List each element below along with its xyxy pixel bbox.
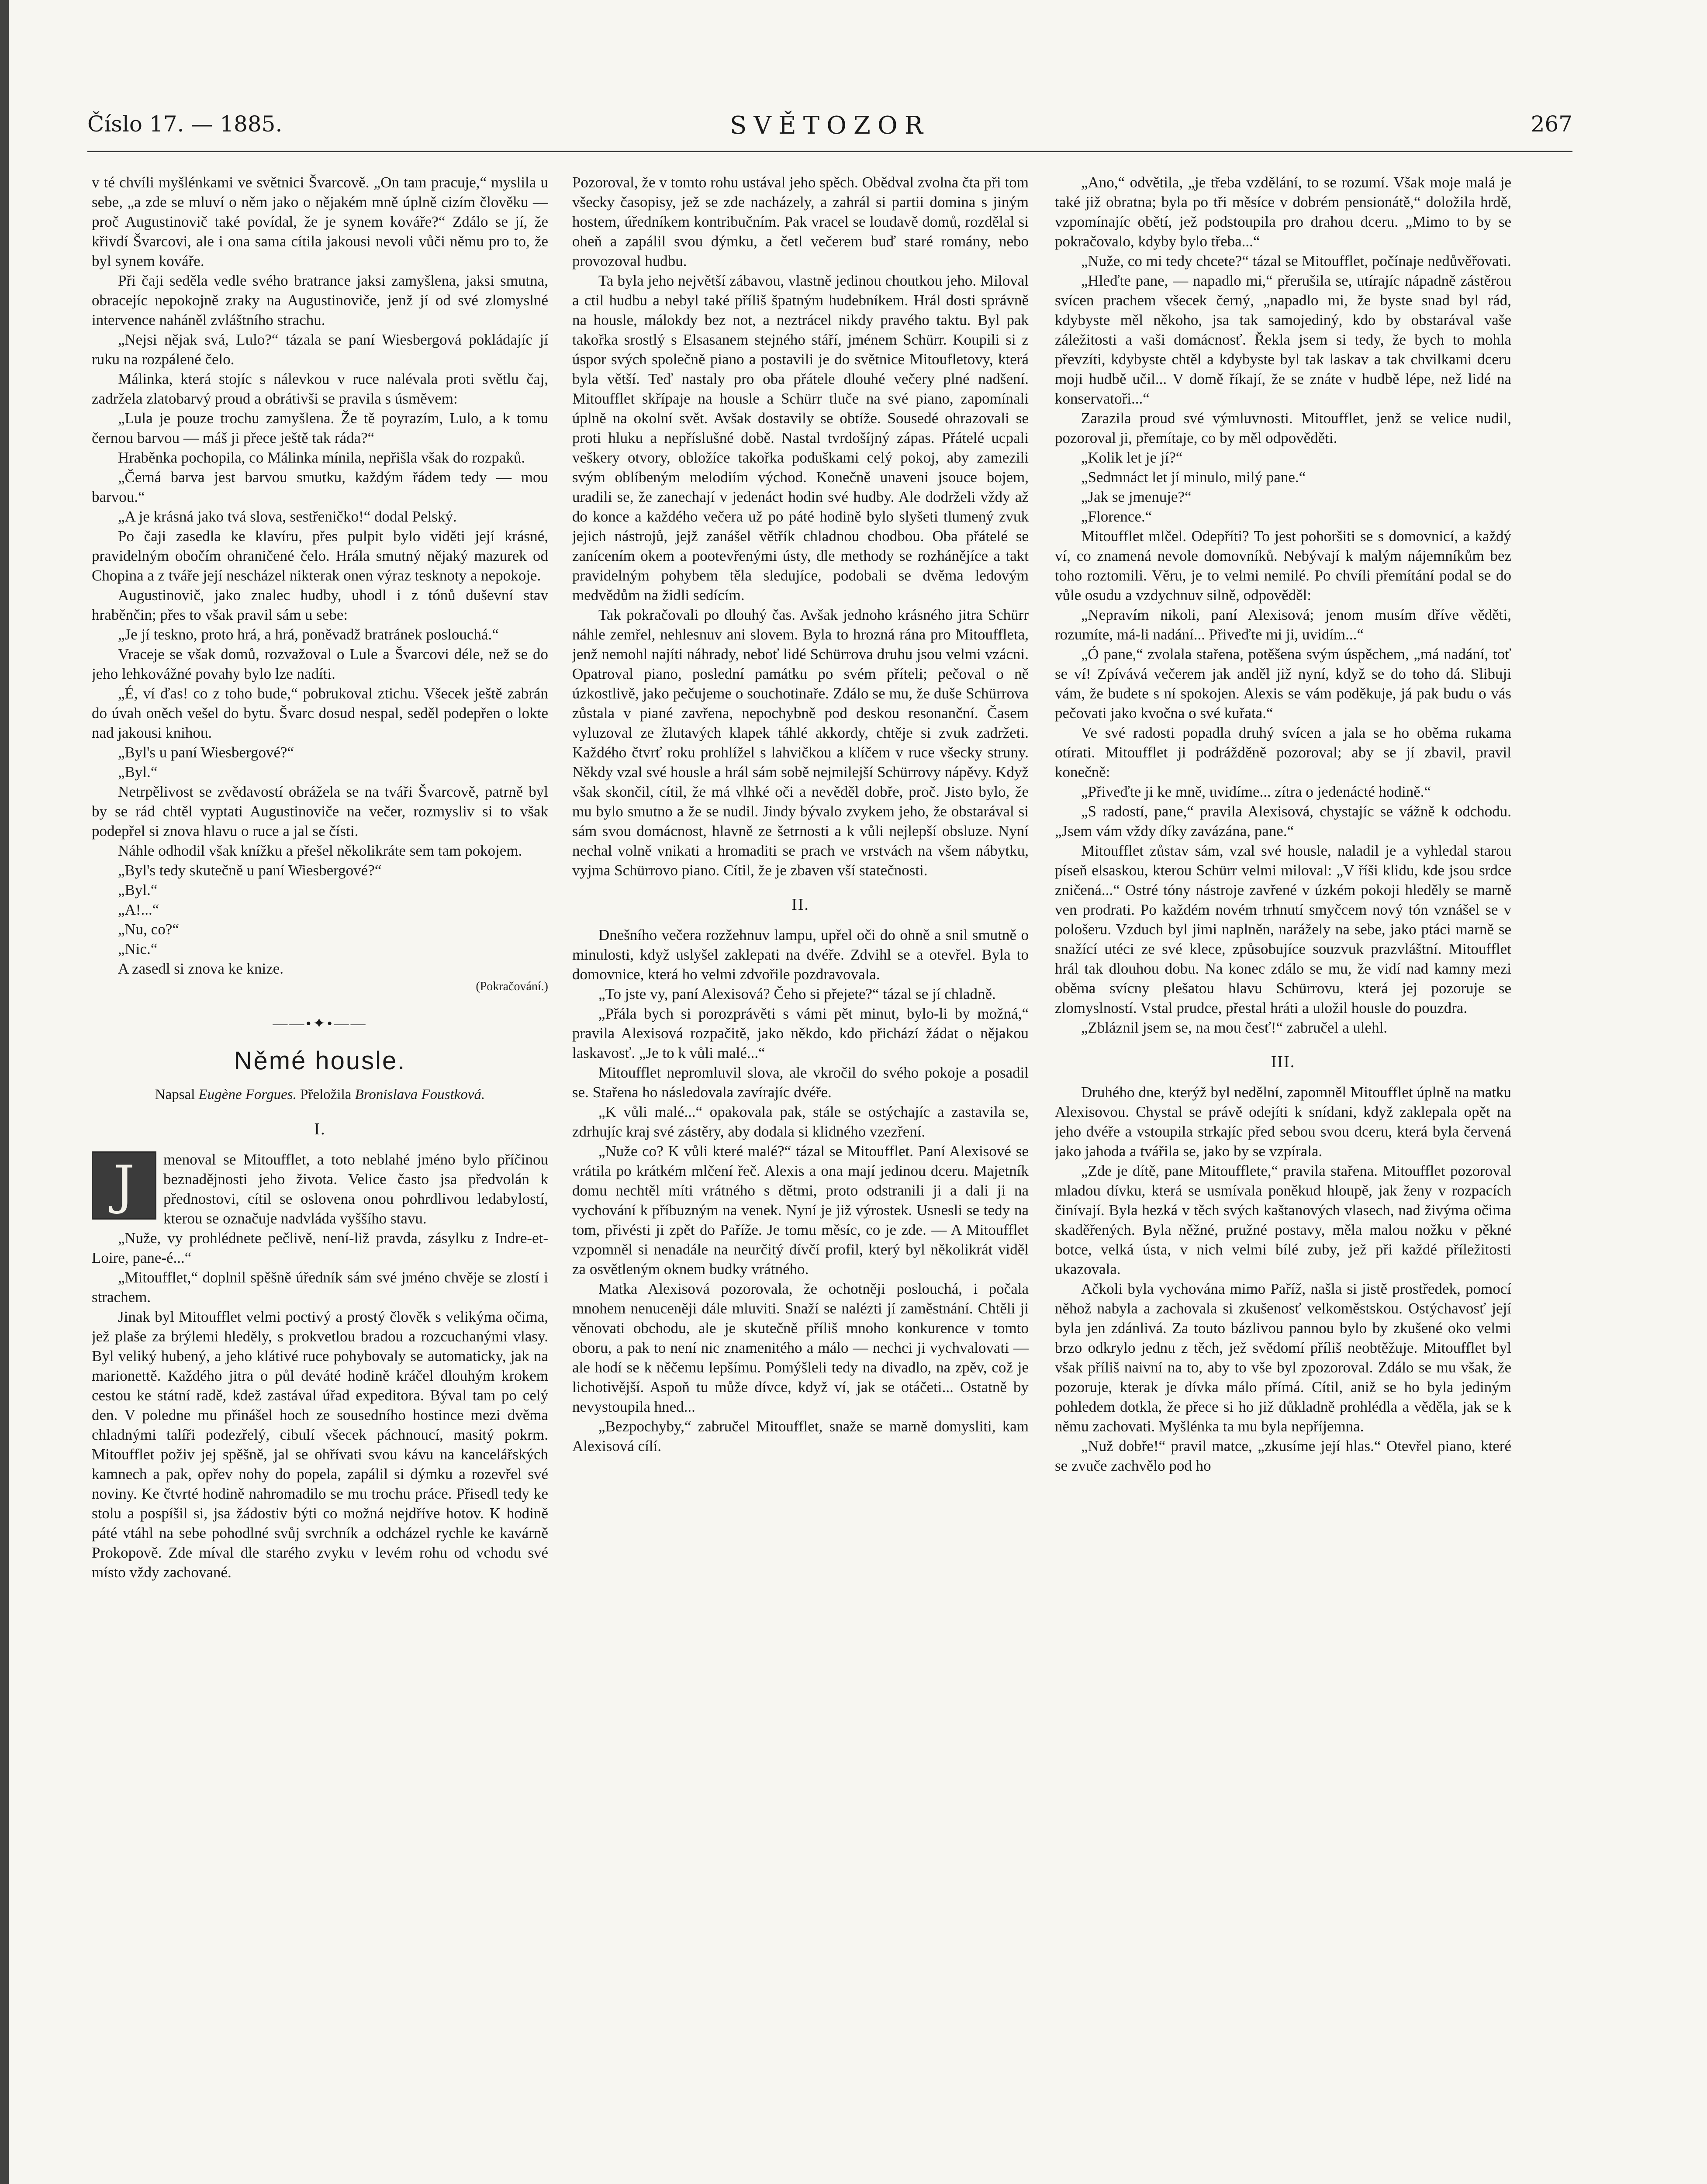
column-1 [92, 173, 548, 2184]
paragraph: „To jste vy, paní Alexisová? Čeho si přejete?“ tázal se jí chladně. [598, 985, 996, 1002]
byline [92, 1085, 548, 1105]
paragraph: „Nu, co?“ [118, 921, 179, 938]
paragraph: „Lula je pouze trochu zamyšlena. Že tě poyrazím, Lulo, a k tomu černou barvou — máš ji přece ještě tak ráda?“ [92, 410, 548, 446]
byline-prefix: Napsal [155, 1087, 195, 1102]
paragraph: „Nepravím nikoli, paní Alexisová; jenom musím dříve věděti, rozumíte, má-li nadání... Přiveďte mi ji, uvidím...“ [1055, 606, 1511, 643]
paragraph: „Byl's tedy skutečně u paní Wiesbergové?“ [118, 862, 382, 879]
publication-title: SVĚTOZOR [730, 111, 930, 140]
paragraph: „Nic.“ [118, 940, 158, 957]
paragraph: „A je krásná jako tvá slova, sestřeničko!“ dodal Pelský. [118, 508, 457, 525]
paragraph: „Hleďte pane, — napadlo mi,“ přerušila se, utírajíc nápadně zástěrou svícen prachem všecek černý, „napadlo mi, že byste snad byl rád, kdybyste měl někoho, jsa tak samojediný, kdo by obstarával vaše záležitosti a vaši domácnosť. Řekla jsem si tedy, že bych to mohla převzíti, kdybyste chtěl a kdybyste byl tak laskav a tak chvilkami dceru moji hudbě učil... V domě říkají, že se znáte v hudbě lépe, než lidé na konservatoři...“ [1055, 272, 1511, 407]
page-number: 267 [1531, 111, 1572, 137]
paragraph: Ve své radosti popadla druhý svícen a jala se ho oběma rukama otírati. Mitoufflet ji podrážděně pozoroval; aby se jí zbavil, pravil konečně: [1055, 724, 1511, 781]
byline-translator: Bronislava Foustková. [355, 1087, 485, 1102]
paragraph: Pozoroval, že v tomto rohu ustával jeho spěch. Obědval zvolna čta při tom všecky časopisy, jež se zde nacházely, a zahrál si partii domina s jiným hostem, úředníkem kontribučním. Pak vracel se loudavě domů, rozdělal si oheň a zapálil svou dýmku, a četl večerem buď staré romány, nebo provozoval hudbu. [572, 174, 1029, 270]
paragraph: Dnešního večera rozžehnuv lampu, upřel oči do ohně a snil smutně o minulosti, když uslyšel zaklepati na dvéře. Zdvihl se a otevřel. Byla to domovnice, která ho velmi zdvořile pozdravovala. [572, 926, 1029, 983]
paragraph: „Přiveďte ji ke mně, uvidíme... zítra o jedenácté hodině.“ [1081, 783, 1431, 800]
paragraph: Druhého dne, kterýž byl nedělní, zapomněl Mitoufflet úplně na matku Alexisovou. Chystal se právě odejíti k snídani, když zaklepala opět na jeho dvéře a vstoupila strkajíc před sebou svou dceru, která byla červená jako jahoda a tvářila se, jako by se vzpírala. [1055, 1084, 1511, 1160]
paragraph: „Ano,“ odvětila, „je třeba vzdělání, to se rozumí. Však moje malá je také již obratna; byla po tři měsíce v dobrém pensionátě,“ doložila hrdě, vzpomínajíc obětí, jež podstoupila pro drahou dceru. „Mimo to by se pokračovalo, kdyby bylo třeba...“ [1055, 174, 1511, 250]
paragraph: Málinka, která stojíc s nálevkou v ruce nalévala proti světlu čaj, zadržela zlatobarvý proud a obrátivši se pravila s úsměvem: [92, 370, 548, 407]
paragraph: „Zde je dítě, pane Mitoufflete,“ pravila stařena. Mitoufflet pozoroval mladou dívku, která se usmívala poněkud hloupě, jak ženy v rozpacích činívají. Byla hezká v těch svých kaštanových vlasech, nad živýma očima skaděřených. Byla něžné, pružné postavy, měla malou nožku v pěkné botce, velká ústa, v nich velmi bílé zuby, jež při každé příležitosti ukazovala. [1055, 1162, 1511, 1278]
paragraph: Zarazila proud své výmluvnosti. Mitoufflet, jenž se velice nudil, pozoroval ji, přemítaje, co by měl odpověděti. [1055, 410, 1511, 446]
paragraph: „Přála bych si porozprávěti s vámi pět minut, bylo-li by možná,“ pravila Alexisová rozpačitě, jako někdo, kdo přichází žádat o nějakou laskavosť. „Je to k vůli malé...“ [572, 1005, 1029, 1061]
paragraph: Jinak byl Mitoufflet velmi poctivý a prostý člověk s velikýma očima, jež plaše za brýlemi hleděly, s prokvetlou bradou a rozcuchanými vlasy. Byl veliký hubený, a jeho klátivé ruce pohybovaly se automaticky, jak na marionettě. Každého jitra o půl deváté hodině kráčel dlouhým krokem cestou ke státní radě, kdež zastával úřad expeditora. Býval tam po celý den. V poledne mu přinášel hoch ze sousedního hostince mezi dvěma chladnými talíři podezřelý, cibulí všecek páchnoucí, masitý pokrm. Mitoufflet poživ jej spěšně, jal se ohřívati svou kávu na kancelářských kamnech a pak, opřev nohy do popela, zapálil si dýmku a rozevřel své noviny. Ke čtvrté hodině nahromadilo se mu trochu práce. Přisedl tedy ke stolu a pospíšil si, jsa žádostiv býti co možná nejdříve hotov. K hodině páté vtáhl na sebe pohodlné svůj svrchník a odcházel rychle ke kavárně Prokopově. Zde míval dle starého zvyku v levém rohu od vchodu své místo vždy zachované. [92, 1308, 548, 1581]
issue-number: Číslo 17. — 1885. [87, 111, 283, 137]
paragraph: „Zbláznil jsem se, na mou česť!“ zabručel a ulehl. [1081, 1019, 1388, 1036]
column-3 [1055, 173, 1511, 2184]
paragraph: Mitoufflet zůstav sám, vzal své housle, naladil je a vyhledal starou píseň elsaskou, kterou Schürr velmi miloval: „V říši klidu, kde jsou srdce zničená...“ Ostré tóny nástroje zavřené v úzkém pokoji hleděly se marně ven prodrati. Po každém novém trhnutí smyčcem nový tón vznášel se v pološeru. Vzduch byl jimi naplněn, narážely na sebe, jako ptáci marně se snažící utéci ze své klece, způsobujíce souzvuk prazvláštní. Mitoufflet hrál tak dlouhou dobu. Na konec zdálo se mu, že vidí nad kamny mezi oběma svícny plešatou hlavu Schürrovu, která jej pozoruje se zlomyslností. Vstal prudce, přestal hráti a uložil housle do pouzdra. [1055, 842, 1511, 1016]
paragraph: „Bezpochyby,“ zabručel Mitoufflet, snaže se marně domysliti, kam Alexisová cílí. [572, 1418, 1029, 1455]
paragraph-text: menoval se Mitoufflet, a toto neblahé jméno bylo příčinou beznadějnosti jeho života. Velice často jsa předvolán k přednostovi, cítil se oslovena onou pohrdlivou ledabylostí, kterou se označuje nadvláda vyššího stavu. [163, 1151, 548, 1227]
paragraph: Ta byla jeho největší zábavou, vlastně jedinou choutkou jeho. Miloval a ctil hudbu a nebyl také příliš špatným hudebníkem. Hrál dosti správně na housle, málokdy bez not, a neztrácel nikdy pravého taktu. Byl pak takořka srostlý s Elsasanem stejného stáří, jménem Schürr. Koupili si z úspor svých společně piano a postavili je do světnice Mitoufletovy, která byla větší. Teď nastaly pro oba přátele dlouhé večery plné nadšení. Mitoufflet skřípaje na housle a Schürr tluče na své piano, zapomínali úplně na okolní svět. Avšak dostavily se obtíže. Sousedé ohrazovali se proti hluku a nepříslušné době. Nastal tvrdošíjný zápas. Přátelé ucpali veškery otvory, obložíce takořka poduškami celý pokoj, aby zamezili svým oblíbeným melodiím východ. Konečně unaveni jsouce bojem, uradili se, že zanechají v jedenáct hodin své hudby. Ale dodrželi vždy až do konce a každého večera už po páté hodině bylo slyšeti tlumený zvuk jejich nástrojů, jejž zanášel větřík chladnou chodbou. Oba přátelé se zanícením okem a pootevřenými ústy, dle methody se rozhánějíce a takt pravidelným pohybem těla sledujíce, podobali se dvěma ledovým medvědům na židli sedícím. [572, 272, 1029, 604]
paragraph: „Byl's u paní Wiesbergové?“ [118, 744, 294, 761]
byline-author: Eugène Forgues. [198, 1087, 297, 1102]
paragraph: Mitoufflet nepromluvil slova, ale vkročil do svého pokoje a posadil se. Stařena ho následovala zavírajíc dvéře. [572, 1064, 1029, 1101]
paragraph: „K vůli malé...“ opakovala pak, stále se ostýchajíc a zastavila se, zdrhujíc kraj své zástěry, aby dodala si klidného vzezření. [572, 1103, 1029, 1140]
section-ornament: ——•✦•—— [273, 1016, 367, 1032]
paragraph: „Byl.“ [118, 764, 158, 781]
header-rule [87, 151, 1572, 152]
paragraph: „Nuže, co mi tedy chcete?“ tázal se Mitoufflet, počínaje nedůvěřovati. [1081, 252, 1511, 270]
paragraph: Mitoufflet mlčel. Odepříti? To jest pohoršiti se s domovnicí, a každý ví, co znamená nevole domovníků. Nebývají k malým nájemníkům bez toho roztomili. Věru, je to velmi nemilé. Po chvíli přemítání podal se do vůle osudu a vzdychnuv silně, odpověděl: [1055, 528, 1511, 604]
continuation-note: (Pokračování.) [476, 980, 548, 993]
page-header [87, 111, 1572, 146]
paragraph: Vraceje se však domů, rozvažoval o Lule a Švarcovi déle, než se do jeho lehkovážné povahy bylo lze nadíti. [92, 646, 548, 682]
paragraph: „Sedmnáct let jí minulo, milý pane.“ [1081, 469, 1306, 486]
paragraph: „Florence.“ [1081, 508, 1152, 525]
paragraph: v té chvíli myšlénkami ve světnici Švarcově. „On tam pracuje,“ myslila u sebe, „a zde se mluví o něm jako o nějakém mně úplně cizím člověku — proč Augustinovič také povídal, že je synem kováře?“ Zdálo se jí, že křivdí Švarcovi, ale i ona sama cítila jakousi nevoli vůči němu pro to, že byl synem kováře. [92, 174, 548, 270]
byline-mid: Přeložila [300, 1087, 352, 1102]
paragraph: Ačkoli byla vychována mimo Paříž, našla si jistě prostředek, pomocí něhož nabyla a zachovala si zkušenosť velkoměstskou. Ostýchavosť její byla jen zdánlivá. Za touto bázlivou pannou bylo by zkušené oko velmi brzo odkrylo jednu z těch, jež svědomí příliš neobtěžuje. Mitoufflet byl však příliš naivní na to, aby to vše byl zpozoroval. Zdálo se mu však, že pozoruje, kterak je dívka málo přímá. Cítil, aniž se ho byla jediným pohledem dotkla, že přece si ho již důkladně prohlédla a věděla, jak se k němu zachovati. Myšlénka ta mu byla nepříjemna. [1055, 1280, 1511, 1435]
paragraph: Náhle odhodil však knížku a přešel několikráte sem tam pokojem. [118, 842, 522, 859]
section-heading: II. [791, 895, 809, 914]
paragraph: „É, ví ďas! co z toho bude,“ pobrukoval ztichu. Všecek ještě zabrán do úvah oněch vešel do bytu. Švarc dosud nespal, seděl podepřen o lokte nad jakousi knihou. [92, 685, 548, 741]
column-2 [572, 173, 1029, 2184]
paragraph: Po čaji zasedla ke klavíru, přes pulpit bylo viděti její krásné, pravidelným obočím ohraničené čelo. Hrála smutný nějaký mazurek od Chopina a z tváře její nescházel nikterak onen výraz tesknoty a nepokoje. [92, 528, 548, 584]
paragraph: „Kolik let je jí?“ [1081, 449, 1183, 466]
paragraph: „Jak se jmenuje?“ [1081, 488, 1192, 505]
paragraph: „Nuže, vy prohlédnete pečlivě, není-liž pravda, zásylku z Indre-et-Loire, pane-é...“ [92, 1230, 548, 1266]
paragraph: „Byl.“ [118, 881, 158, 898]
paragraph: „A!...“ [118, 901, 159, 918]
paragraph: A zasedl si znova ke knize. [118, 960, 284, 977]
section-heading: I. [314, 1120, 326, 1138]
story-title: Němé housle. [234, 1047, 406, 1075]
paragraph: „Mitoufflet,“ doplnil spěšně úředník sám své jméno chvěje se zlostí i strachem. [92, 1269, 548, 1306]
paragraph: Hraběnka pochopila, co Málinka mínila, nepřišla však do rozpaků. [118, 449, 525, 466]
paragraph: „Ó pane,“ zvolala stařena, potěšena svým úspěchem, „má nadání, toť se ví! Zpívává večerem jak anděl již nyní, když se do toho dá. Slibuji vám, že budete s ní spokojen. Alexis se vám poděkuje, já pak budu o vás pečovati jako kvočna o své kuřata.“ [1055, 646, 1511, 722]
paragraph: Matka Alexisová pozorovala, že ochotněji poslouchá, i počala mnohem nenuceněji dále mluviti. Snaží se nalézti jí zaměstnání. Chtěli ji věnovati obchodu, ale je skutečně příliš mnoho konkurence v tomto oboru, a pak to není nic znamenitého a málo — nechci ji vychvalovati — ale hodí se k něčemu lepšímu. Pomýšleli tedy na divadlo, na zpěv, což je lichotivější. Aspoň tu může dívce, když ví, jak se otáčeti... Ostatně by nevystoupila hned... [572, 1280, 1029, 1415]
paragraph: Při čaji seděla vedle svého bratrance jaksi zamyšlena, jaksi smutna, obracejíc nepokojně zraky na Augustinoviče, jenž jí od své zlomyslné intervence naháněl zvláštního strachu. [92, 272, 548, 328]
section-heading: III. [1271, 1053, 1296, 1071]
paragraph: Tak pokračovali po dlouhý čas. Avšak jednoho krásného jitra Schürr náhle zemřel, nehlesnuv ani slovem. Byla to hrozná rána pro Mitouffleta, jenž nemohl najíti náhrady, neboť lidé Schürrova druhu jsou velmi vzácni. Opatroval piano, poslední památku po svém příteli; pečoval o ně úzkostlivě, jako pečujeme o souchotinaře. Zdálo se mu, že duše Schürrova zůstala v piané zavřena, nepochybně pod deskou resonanční. Časem vyluzoval ze žlutavých klapek táhlé akkordy, chtěje si zvuk zadržeti. Každého čtvrť roku prohlížel s lahvičkou a klíčem v ruce všecky struny. Někdy vzal své housle a hrál sám sobě nejmilejší Schürrovy nápěvy. Když však skončil, cítil, že má vlhké oči a nevěděl dobře, proč. Jisto bylo, že mu bylo smutno a že se nudil. Jindy bývalo zvykem jeho, že obstarával si sám svou domácnost, hlavně ze šetrnosti a k vůli nejlepší obsluze. Nyní nechal volně vnikati a hromaditi se prach ve vrstvách na všem nábytku, vyjma Schürrovo piano. Cítil, že je zbaven vší statečnosti. [572, 606, 1029, 879]
paragraph: „Nuže co? K vůli které malé?“ tázal se Mitoufflet. Paní Alexisové se vrátila po krátkém mlčení řeč. Alexis a ona mají jedinou dceru. Majetník domu nechtěl míti vrátného s dětmi, proto odstranili ji a dali ji na vychování k příbuzným na venek. Nyní je již výrostek. Usnesli se tedy na tom, přivésti ji zpět do Paříže. Je tomu měsíc, co je zde. — A Mitoufflet vzpomněl si nenadále na neurčitý dívčí profil, který byl několikrát viděl za osvětleným oknem budky vrátného. [572, 1143, 1029, 1278]
paragraph: Netrpělivost se zvědavostí obrážela se na tváři Švarcově, patrně byl by se rád chtěl vyptati Augustinoviče na večer, rozmysliv si to však podepřel si znova hlavu o ruce a jal se čísti. [92, 783, 548, 840]
drop-cap: J [92, 1151, 156, 1220]
paragraph: Augustinovič, jako znalec hudby, uhodl i z tónů duševní stav hraběnčin; přes to však pravil sám u sebe: [92, 587, 548, 623]
paragraph: „Nuž dobře!“ pravil matce, „zkusíme její hlas.“ Otevřel piano, které se zvuče zachvělo pod ho [1055, 1438, 1511, 1474]
opening-paragraph [92, 1150, 548, 1228]
paragraph: „Je jí teskno, proto hrá, a hrá, poněvadž bratránek poslouchá.“ [118, 626, 499, 643]
paragraph: „Černá barva jest barvou smutku, každým řádem tedy — mou barvou.“ [92, 469, 548, 505]
paragraph: „Nejsi nějak svá, Lulo?“ tázala se paní Wiesbergová pokládajíc jí ruku na rozpálené čelo. [92, 331, 548, 368]
paragraph: „S radostí, pane,“ pravila Alexisová, chystajíc se vážně k odchodu. „Jsem vám vždy díky zavázána, pane.“ [1055, 803, 1511, 840]
scan-edge [0, 0, 9, 2184]
